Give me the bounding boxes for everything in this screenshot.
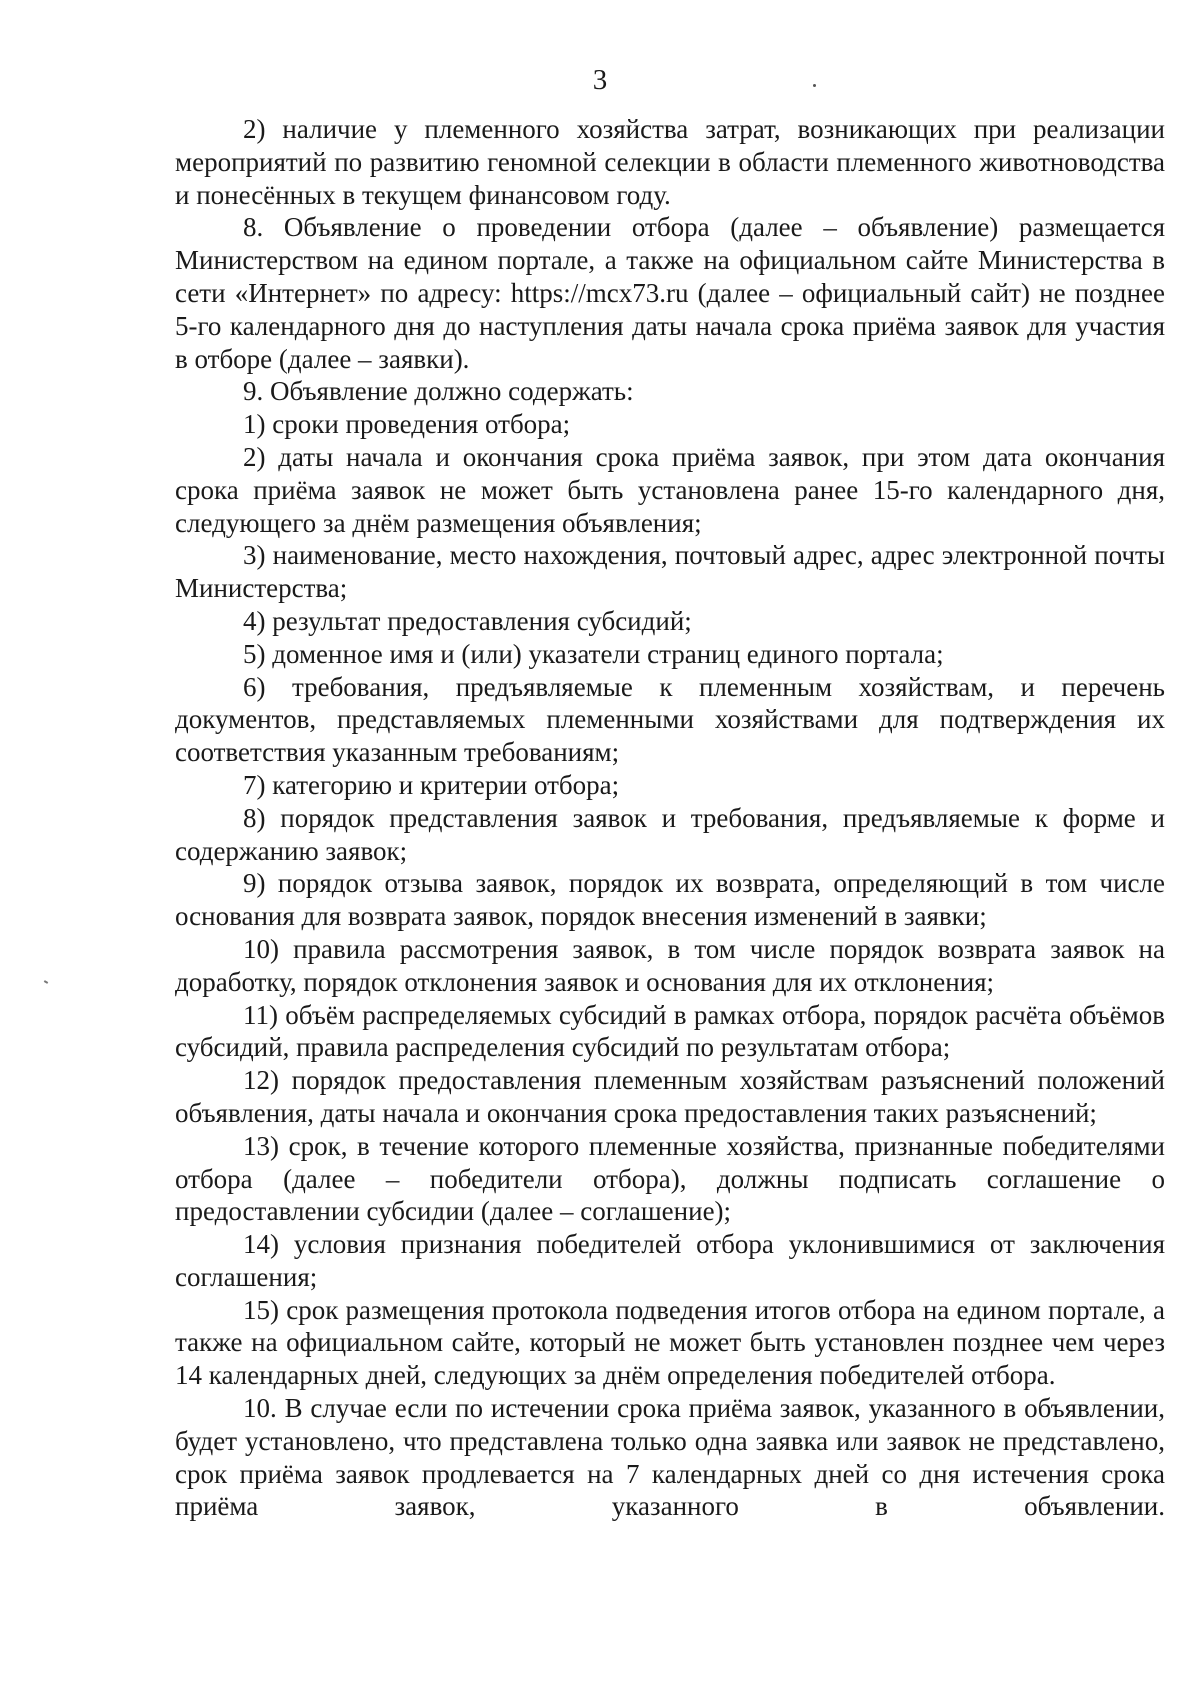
scan-speck — [44, 980, 48, 984]
paragraph: 10. В случае если по истечении срока приёма заявок, указанного в объявлении, будет установлено, что представлена только одна заявка или заявок не представлено, срок приёма заявок продлевается на 7 календарных дней со дня истечения срока приёма заявок, указанного в объявлении. — [175, 1393, 1165, 1522]
paragraph: 8. Объявление о проведении отбора (далее – объявление) размещается Министерством на едином портале, а также на официальном сайте Министерства в сети «Интернет» по адресу: https://mcx73.ru (далее – официальный сайт) не позднее 5-го календарного дня до наступления даты начала срока приёма заявок для участия в отборе (далее – заявки). — [175, 212, 1165, 374]
list-item: 8) порядок представления заявок и требования, предъявляемые к форме и содержанию заявок; — [175, 802, 1165, 866]
list-item: 4) результат предоставления субсидий; — [243, 605, 692, 636]
page-number: 3 — [592, 64, 608, 96]
list-item: 10) правила рассмотрения заявок, в том числе порядок возврата заявок на доработку, порядок отклонения заявок и основания для их отклонения; — [175, 933, 1165, 997]
document-body — [175, 113, 1165, 1523]
list-item: 12) порядок предоставления племенным хозяйствам разъяснений положений объявления, даты начала и окончания срока предоставления таких разъяснений; — [175, 1065, 1165, 1128]
paragraph: 2) наличие у племенного хозяйства затрат, возникающих при реализации мероприятий по развитию геномной селекции в области племенного животноводства и понесённых в текущем финансовом году. — [175, 114, 1165, 210]
list-item: 3) наименование, место нахождения, почтовый адрес, адрес электронной почты Министерства; — [175, 540, 1165, 604]
list-item: 1) сроки проведения отбора; — [243, 409, 571, 440]
list-item: 9) порядок отзыва заявок, порядок их возврата, определяющий в том числе основания для возврата заявок, порядок внесения изменений в заявки; — [175, 868, 1165, 932]
list-item: 14) условия признания победителей отбора уклонившимися от заключения соглашения; — [175, 1229, 1165, 1292]
paragraph: 9. Объявление должно содержать: — [243, 376, 634, 407]
list-item: 13) срок, в течение которого племенные хозяйства, признанные победителями отбора (далее – победители отбора), должны подписать соглашение о предоставлении субсидии (далее – соглашение); — [175, 1130, 1165, 1227]
list-item: 15) срок размещения протокола подведения итогов отбора на едином портале, а также на официальном сайте, который не может быть установлен позднее чем через 14 календарных дней, следующих за днём определения победителей отбора. — [175, 1294, 1165, 1391]
list-item: 7) категорию и критерии отбора; — [243, 769, 620, 800]
list-item: 5) доменное имя и (или) указатели страниц единого портала; — [243, 638, 944, 669]
list-item: 11) объём распределяемых субсидий в рамках отбора, порядок расчёта объёмов субсидий, правила распределения субсидий по результатам отбора; — [175, 999, 1165, 1063]
list-item: 6) требования, предъявляемые к племенным хозяйствам, и перечень документов, представляемых племенными хозяйствами для подтверждения их соответствия указанным требованиям; — [175, 671, 1165, 768]
scan-speck — [813, 84, 816, 87]
list-item: 2) даты начала и окончания срока приёма заявок, при этом дата окончания срока приёма заявок не может быть установлена ранее 15-го календарного дня, следующего за днём размещения объявления; — [175, 441, 1165, 538]
